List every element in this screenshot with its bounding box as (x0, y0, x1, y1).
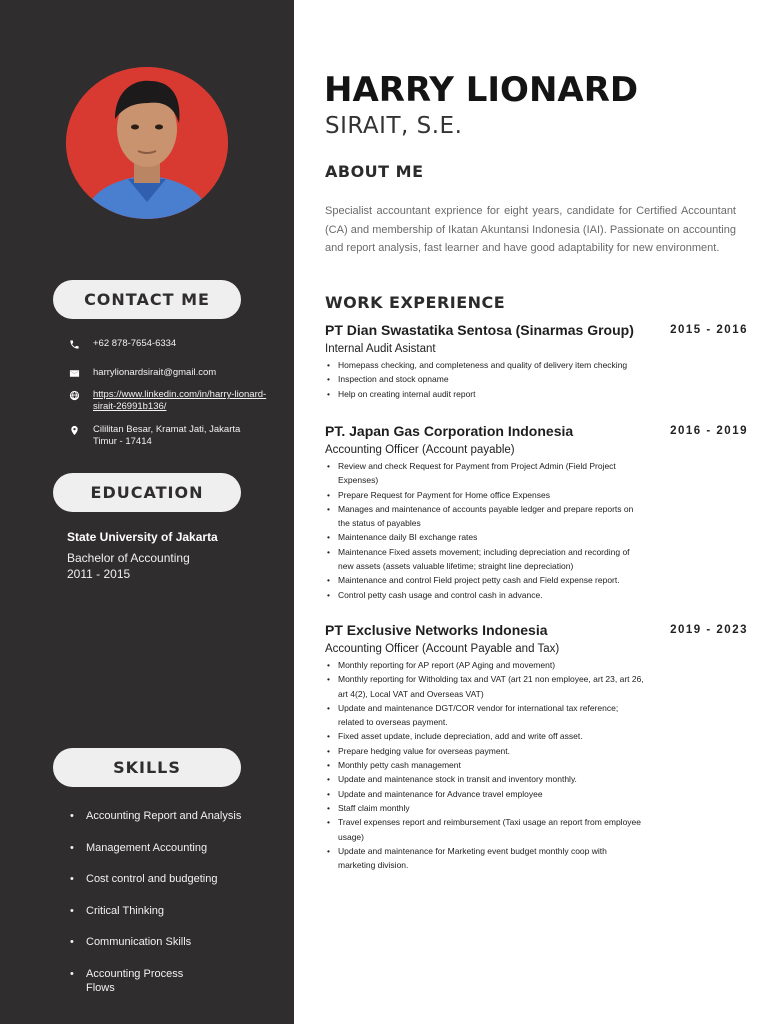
job-duty: • Monthly reporting for Witholding tax and VAT (art 21 non employee, art 23, art 26, art 4(2), Local VAT and Overseas VAT) (325, 672, 645, 701)
job-duties (325, 459, 645, 602)
job-company: PT Dian Swastatika Sentosa (Sinarmas Group) (325, 322, 634, 338)
contact-address-text: Cililitan Besar, Kramat Jati, Jakarta Timur - 17414 (93, 424, 241, 447)
contact-email (67, 367, 216, 379)
profile-photo (66, 67, 228, 219)
globe-icon (67, 389, 81, 401)
skill-item: • Accounting Report and Analysis (70, 809, 270, 823)
main-content (294, 0, 768, 1024)
skill-item: • Accounting Process Flows (70, 967, 200, 995)
job-years: 2016 - 2019 (670, 425, 748, 437)
job-entry (325, 423, 748, 602)
contact-heading: CONTACT ME (53, 280, 241, 319)
linkedin-link[interactable]: https://www.linkedin.com/in/harry-lionard-sirait-26991b136/ (93, 389, 267, 412)
job-role: Accounting Officer (Account payable) (325, 444, 515, 456)
skill-item: • Cost control and budgeting (70, 872, 270, 886)
contact-phone (67, 338, 176, 350)
job-years: 2015 - 2016 (670, 324, 748, 336)
job-duties (325, 358, 645, 401)
job-duty: • Inspection and stock opname (325, 372, 645, 386)
job-duty: • Update and maintenance DGT/COR vendor for international tax reference; related to overseas payment. (325, 701, 645, 730)
contact-phone-text: +62 878-7654-6334 (93, 338, 177, 349)
job-duty: • Update and maintenance for Advance travel employee (325, 787, 645, 801)
name-subheading: SIRAIT, S.E. (325, 113, 463, 139)
job-duty: • Staff claim monthly (325, 801, 645, 815)
job-duty: • Update and maintenance stock in transit and inventory monthly. (325, 772, 645, 786)
contact-address (67, 424, 257, 448)
education-years: 2011 - 2015 (67, 567, 131, 581)
job-duty: • Fixed asset update, include depreciation, add and write off asset. (325, 729, 645, 743)
job-duty: • Update and maintenance for Marketing event budget monthly coop with marketing division. (325, 844, 645, 873)
job-duty: • Manages and maintenance of accounts payable ledger and prepare reports on the status of payables (325, 502, 645, 531)
sidebar (0, 0, 294, 1024)
job-duty: • Homepass checking, and completeness and quality of delivery item checking (325, 358, 645, 372)
job-years: 2019 - 2023 (670, 624, 748, 636)
education-degree: Bachelor of Accounting (67, 551, 190, 565)
work-heading: WORK EXPERIENCE (325, 293, 506, 312)
skill-item: • Management Accounting (70, 841, 270, 855)
job-duty: • Prepare hedging value for overseas payment. (325, 744, 645, 758)
envelope-icon (67, 367, 81, 379)
job-duty: • Maintenance daily BI exchange rates (325, 530, 645, 544)
education-school: State University of Jakarta (67, 530, 218, 544)
job-duty: • Review and check Request for Payment from Project Admin (Field Project Expenses) (325, 459, 645, 488)
job-company: PT Exclusive Networks Indonesia (325, 622, 548, 638)
name-heading: HARRY LIONARD (324, 70, 639, 110)
skills-list (70, 809, 270, 995)
job-duty: • Maintenance Fixed assets movement; including depreciation and recording of new assets (assets valuable lifetime; straight line depreciation) (325, 545, 645, 574)
about-text: Specialist accountant exprience for eight years, candidate for Certified Accountant (CA) and membership of Ikatan Akuntansi Indonesia (IAI). Passionate on accounting and report analysis, fast learner and have good adaptability for new environment. (325, 205, 736, 254)
job-duties (325, 658, 645, 872)
job-duty: • Prepare Request for Payment for Home office Expenses (325, 488, 645, 502)
contact-email-text: harrylionardsirait@gmail.com (93, 367, 217, 378)
skill-item: • Communication Skills (70, 935, 270, 949)
location-pin-icon (67, 424, 81, 436)
job-entry (325, 622, 748, 872)
job-entry (325, 322, 748, 401)
job-duty: • Travel expenses report and reimbursement (Taxi usage an report from employee usage) (325, 815, 645, 844)
job-duty: • Control petty cash usage and control cash in advance. (325, 588, 645, 602)
job-duty: • Help on creating internal audit report (325, 387, 645, 401)
skill-item: • Critical Thinking (70, 904, 270, 918)
contact-linkedin (67, 389, 277, 413)
job-duty: • Maintenance and control Field project petty cash and Field expense report. (325, 573, 645, 587)
skills-heading: SKILLS (53, 748, 241, 787)
about-heading: ABOUT ME (325, 162, 424, 181)
phone-icon (67, 338, 81, 350)
job-duty: • Monthly petty cash management (325, 758, 645, 772)
job-role: Internal Audit Asistant (325, 343, 436, 355)
education-heading: EDUCATION (53, 473, 241, 512)
job-role: Accounting Officer (Account Payable and Tax) (325, 643, 560, 655)
profile-portrait-image (66, 67, 228, 219)
job-company: PT. Japan Gas Corporation Indonesia (325, 423, 574, 439)
job-duty: • Monthly reporting for AP report (AP Aging and movement) (325, 658, 645, 672)
